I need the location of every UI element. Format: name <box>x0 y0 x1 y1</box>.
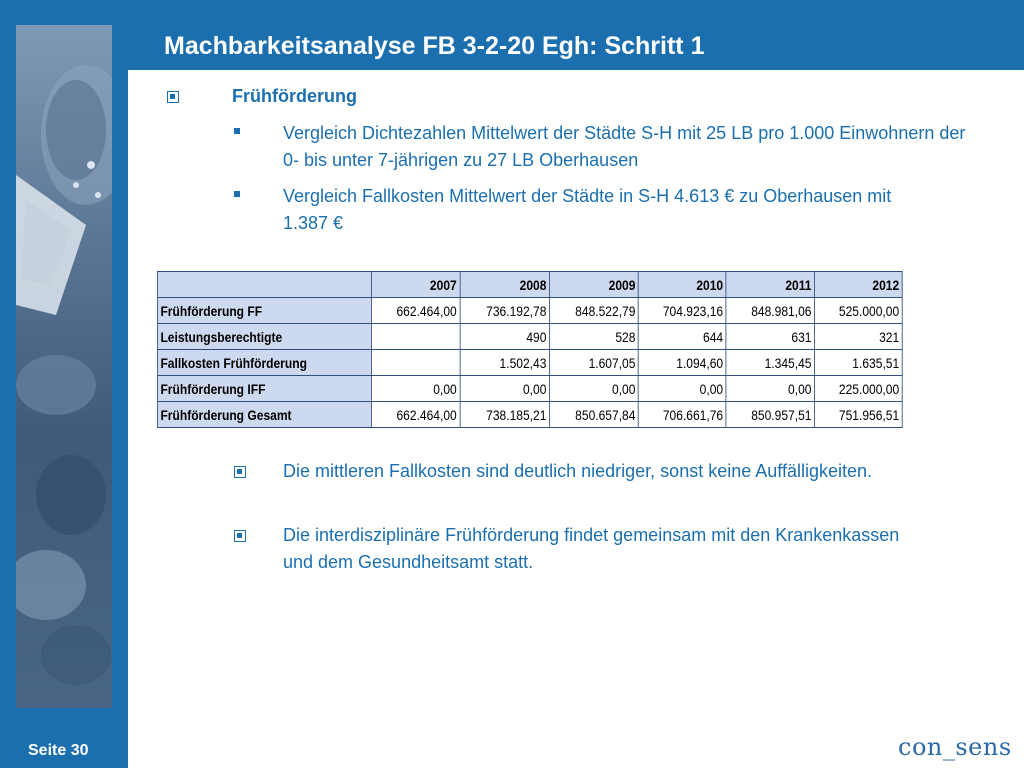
table-cell: 528 <box>549 324 638 350</box>
table-cell: 0,00 <box>638 376 726 402</box>
table-cell <box>371 324 459 350</box>
table-row <box>157 298 902 324</box>
table-row <box>157 402 902 428</box>
table-header-cell: 2008 <box>460 272 550 298</box>
table-cell: 631 <box>726 324 814 350</box>
table-row <box>157 376 902 402</box>
bullet-text: Vergleich Dichtezahlen Mittelwert der Städte S-H mit 25 LB pro 1.000 Einwohnern der 0- bis unter 7-jährigen zu 27 LB Oberhausen <box>283 123 966 170</box>
table-cell: 848.522,79 <box>549 298 638 324</box>
table-cell: 1.635,51 <box>814 350 902 376</box>
table-cell: 704.923,16 <box>638 298 726 324</box>
slide-title: Machbarkeitsanalyse FB 3-2-20 Egh: Schritt 1 <box>164 32 705 60</box>
row-label: Frühförderung Gesamt <box>157 402 371 428</box>
table-row <box>157 350 902 376</box>
square-bullet-icon <box>234 128 240 134</box>
table-header-row <box>157 272 902 298</box>
table-cell: 848.981,06 <box>726 298 814 324</box>
table-cell: 706.661,76 <box>638 402 726 428</box>
table-cell: 751.956,51 <box>814 402 902 428</box>
table-cell: 0,00 <box>371 376 459 402</box>
table-cell: 225.000,00 <box>814 376 902 402</box>
table-cell: 525.000,00 <box>814 298 902 324</box>
note-text: Die interdisziplinäre Frühförderung findet gemeinsam mit den Krankenkassen und dem Gesundheitsamt statt. <box>283 525 900 572</box>
table-cell: 662.464,00 <box>371 298 459 324</box>
table-cell: 490 <box>460 324 550 350</box>
table-header-cell <box>157 272 371 298</box>
section-heading: Frühförderung <box>232 86 357 106</box>
checkbox-bullet-icon <box>167 91 179 103</box>
table-header-cell: 2011 <box>726 272 814 298</box>
table-cell: 0,00 <box>549 376 638 402</box>
table-cell: 736.192,78 <box>460 298 550 324</box>
row-label: Frühförderung FF <box>157 298 371 324</box>
table-cell: 1.345,45 <box>726 350 814 376</box>
table-cell: 321 <box>814 324 902 350</box>
table-cell: 1.502,43 <box>460 350 550 376</box>
checkbox-bullet-icon <box>234 466 246 478</box>
table-cell: 644 <box>638 324 726 350</box>
table-header-cell: 2009 <box>549 272 638 298</box>
table-header-cell: 2010 <box>638 272 726 298</box>
table-row <box>157 324 902 350</box>
table-header-cell: 2012 <box>814 272 902 298</box>
data-table <box>157 271 903 428</box>
row-label: Leistungsberechtigte <box>157 324 371 350</box>
table-cell: 1.094,60 <box>638 350 726 376</box>
table-cell: 850.957,51 <box>726 402 814 428</box>
decorative-photo <box>16 25 112 708</box>
table-cell: 0,00 <box>726 376 814 402</box>
table-cell: 662.464,00 <box>371 402 459 428</box>
table-header-cell: 2007 <box>371 272 459 298</box>
row-label: Fallkosten Frühförderung <box>157 350 371 376</box>
checkbox-bullet-icon <box>234 530 246 542</box>
square-bullet-icon <box>234 191 240 197</box>
footer-bar <box>0 720 1024 768</box>
table-cell: 1.607,05 <box>549 350 638 376</box>
table-cell: 738.185,21 <box>460 402 550 428</box>
note-text: Die mittleren Fallkosten sind deutlich niedriger, sonst keine Auffälligkeiten. <box>283 461 872 481</box>
table-cell: 0,00 <box>460 376 550 402</box>
table-cell <box>371 350 459 376</box>
brand-logo: con_sens <box>898 733 1012 761</box>
bullet-text: Vergleich Fallkosten Mittelwert der Städte in S-H 4.613 € zu Oberhausen mit 1.387 € <box>283 186 892 233</box>
table-cell: 850.657,84 <box>549 402 638 428</box>
row-label: Frühförderung IFF <box>157 376 371 402</box>
page-number: Seite 30 <box>28 742 89 759</box>
